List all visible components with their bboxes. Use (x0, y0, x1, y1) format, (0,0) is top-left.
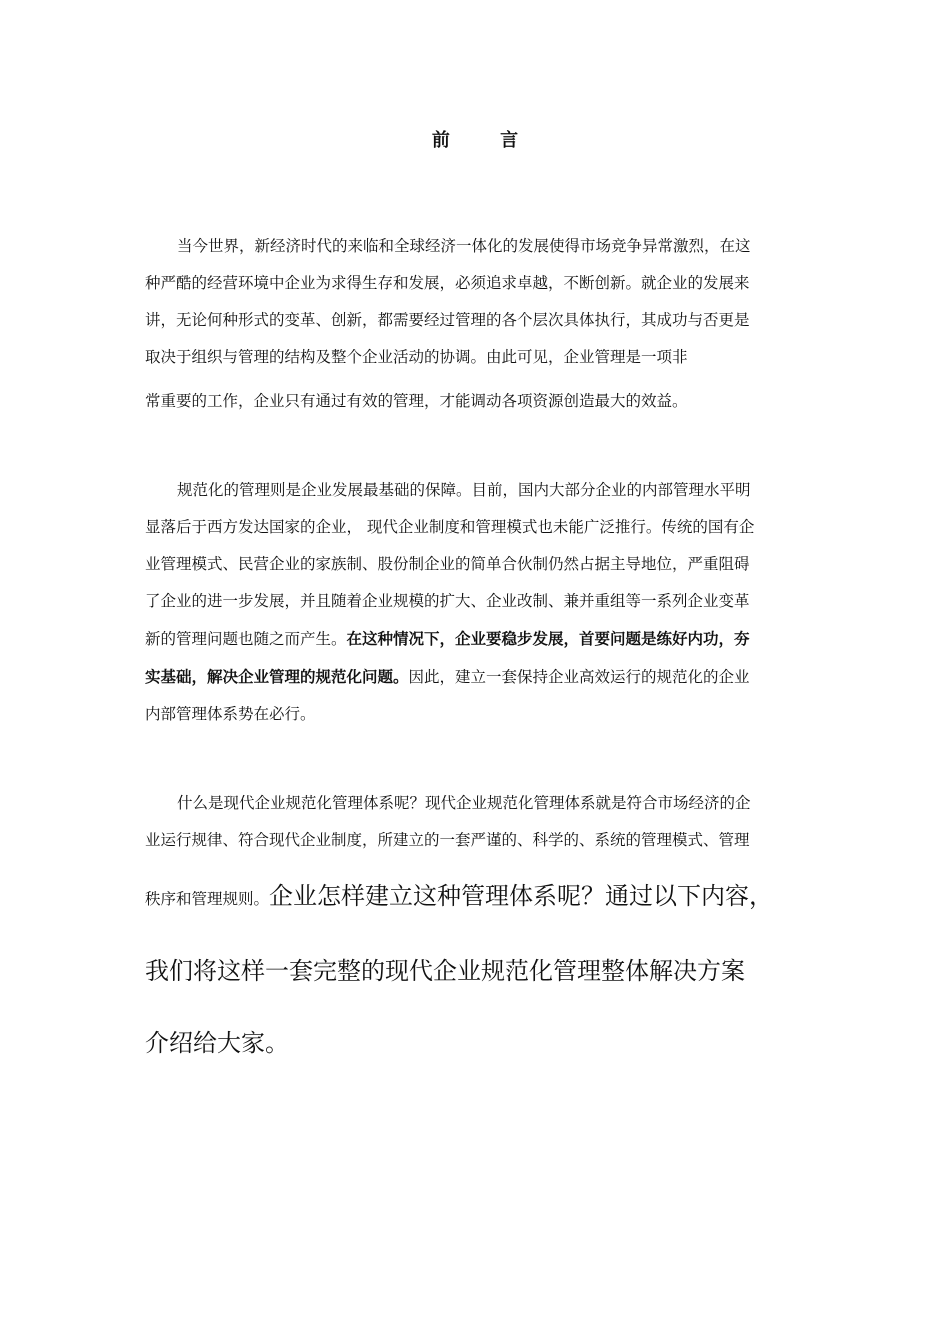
paragraph-2-line-4: 了企业的进一步发展，并且随着企业规模的扩大、企业改制、兼并重组等一系列企业变革 (145, 592, 750, 610)
paragraph-3-line-1: 什么是现代企业规范化管理体系呢？现代企业规范化管理体系就是符合市场经济的企 (177, 794, 751, 812)
paragraph-1-line-5: 常重要的工作，企业只有通过有效的管理，才能调动各项资源创造最大的效益。 (145, 392, 688, 410)
page-title: 前 言 (431, 130, 541, 151)
paragraph-1-line-4: 取决于组织与管理的结构及整个企业活动的协调。由此可见，企业管理是一项非 (145, 348, 688, 366)
paragraph-3-line-3-small: 秩序和管理规则。 (145, 890, 270, 908)
paragraph-3-line-5: 介绍给大家。 (145, 1029, 289, 1057)
paragraph-1-line-2: 种严酷的经营环境中企业为求得生存和发展，必须追求卓越，不断创新。就企业的发展来 (145, 274, 750, 292)
paragraph-2-line-6-normal: 因此，建立一套保持企业高效运行的规范化的企业 (408, 668, 750, 686)
paragraph-1-continuation (145, 383, 810, 420)
paragraph-2-line-7: 内部管理体系势在必行。 (145, 705, 316, 723)
paragraph-3-line-3-large: 企业怎样建立这种管理体系呢？通过以下内容， (269, 882, 774, 910)
paragraph-2-line-5 (145, 620, 810, 658)
paragraph-2-line-6-bold: 实基础，解决企业管理的规范化问题。 (145, 667, 409, 686)
paragraph-3-line-2: 业运行规律、符合现代企业制度，所建立的一套严谨的、科学的、系统的管理模式、管理 (145, 831, 750, 849)
paragraph-3 (145, 785, 810, 859)
paragraph-2-line-1: 规范化的管理则是企业发展最基础的保障。目前，国内大部分企业的内部管理水平明 (177, 481, 751, 499)
paragraph-2-line-3: 业管理模式、民营企业的家族制、股份制企业的简单合伙制仍然占据主导地位，严重阻碍 (145, 555, 750, 573)
paragraph-1-line-1: 当今世界，新经济时代的来临和全球经济一体化的发展使得市场竞争异常激烈，在这 (177, 237, 751, 255)
paragraph-2-line-5-bold: 在这种情况下，企业要稳步发展，首要问题是练好内功，夯 (346, 629, 750, 648)
paragraph-2 (145, 472, 810, 733)
paragraph-2-line-6 (145, 658, 810, 696)
paragraph-3-large-text (145, 860, 810, 1079)
paragraph-1-line-3: 讲，无论何种形式的变革、创新，都需要经过管理的各个层次具体执行，其成功与否更是 (145, 311, 750, 329)
paragraph-3-line-3 (145, 860, 810, 935)
paragraph-3-line-4: 我们将这样一套完整的现代企业规范化管理整体解决方案 (145, 957, 745, 985)
paragraph-1 (145, 228, 810, 376)
paragraph-2-line-5-normal: 新的管理问题也随之而产生。 (145, 630, 347, 648)
paragraph-2-line-2: 显落后于西方发达国家的企业， 现代企业制度和管理模式也未能广泛推行。传统的国有企 (145, 518, 755, 536)
